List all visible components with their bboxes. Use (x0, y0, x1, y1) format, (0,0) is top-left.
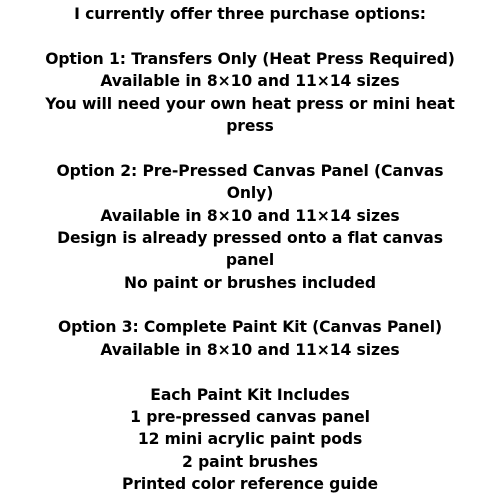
option3-sizes: Available in 8×10 and 11×14 sizes (100, 340, 400, 359)
option2-note-line1: Design is already pressed onto a flat canvas (57, 228, 443, 247)
spacer (0, 361, 500, 383)
option1-title: Option 1: Transfers Only (Heat Press Required) (45, 49, 455, 68)
spacer (0, 294, 500, 316)
kit-item: 2 paint brushes (182, 452, 318, 471)
option1-note-line2: press (226, 116, 274, 135)
option2-title-line2: Only) (226, 184, 274, 203)
kit-item: 1 pre-pressed canvas panel (130, 408, 370, 427)
spacer (0, 137, 500, 159)
option2-note-line2: panel (225, 251, 275, 270)
option2-sizes: Available in 8×10 and 11×14 sizes (100, 206, 400, 225)
option1-sizes: Available in 8×10 and 11×14 sizes (100, 72, 400, 91)
option2-title-line1: Option 2: Pre-Pressed Canvas Panel (Canvas (56, 161, 444, 180)
spacer (0, 25, 500, 47)
intro-heading: I currently offer three purchase options: (74, 5, 426, 23)
option1-note-line1: You will need your own heat press or mini heat (45, 94, 455, 113)
kit-item: 12 mini acrylic paint pods (137, 430, 363, 449)
option2-note2: No paint or brushes included (124, 273, 376, 292)
kit-item: Printed color reference guide (121, 475, 378, 494)
kit-heading: Each Paint Kit Includes (150, 385, 350, 404)
option3-title: Option 3: Complete Paint Kit (Canvas Panel) (57, 318, 443, 337)
